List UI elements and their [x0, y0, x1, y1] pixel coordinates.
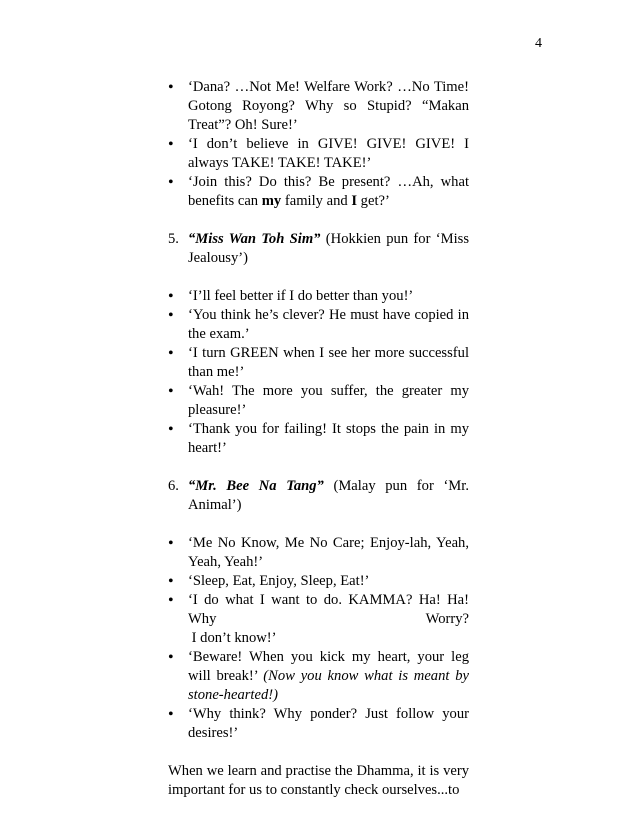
spacer: [168, 268, 469, 287]
section-title: “Miss Wan Toh Sim”: [188, 231, 321, 247]
list-item: • ‘Me No Know, Me No Care; Enjoy-lah, Yeah, Yeah, Yeah!’: [168, 534, 469, 572]
bullet-text: ‘Beware! When you kick my heart, your leg will break!’: [188, 649, 469, 684]
list-item: [168, 591, 469, 648]
section-6-heading: [168, 477, 469, 515]
list-item: • ‘Dana? …Not Me! Welfare Work? …No Time! Gotong Royong? Why so Stupid? “Makan Treat”? Oh! Sure!’: [168, 78, 469, 135]
list-item: • ‘Wah! The more you suffer, the greater my pleasure!’: [168, 382, 469, 420]
list-item: • ‘I turn GREEN when I see her more successful than me!’: [168, 344, 469, 382]
bullet-line: • ‘I do what I want to do. KAMMA? Ha! Ha!: [188, 592, 469, 608]
list-item: [168, 173, 469, 211]
section6-bullet-list: [168, 534, 469, 743]
list-item: • ‘Thank you for failing! It stops the pain in my heart!’: [168, 420, 469, 458]
spacer: [168, 743, 469, 762]
section-description: (Malay pun for ‘Mr. Animal’): [188, 478, 469, 513]
list-item: • ‘You think he’s clever? He must have copied in the exam.’: [168, 306, 469, 344]
italic-note: (Now you know what is meant by stone-hearted!): [188, 668, 469, 703]
emphasis-i: I: [351, 193, 358, 209]
bullet-text: ‘Join this? Do this? Be present? …Ah, what benefits can: [188, 174, 469, 209]
list-item: • ‘Why think? Why ponder? Just follow your desires!’: [168, 705, 469, 743]
section-5-heading: [168, 230, 469, 268]
section-number: 6.: [168, 478, 179, 494]
bullet-word: Worry?: [425, 611, 469, 627]
list-item: • ‘Sleep, Eat, Enjoy, Sleep, Eat!’: [168, 572, 469, 591]
list-item: [168, 648, 469, 705]
section4-bullet-list: [168, 78, 469, 211]
spacer: [168, 515, 469, 534]
spacer: [168, 458, 469, 477]
page-number: 4: [535, 36, 542, 51]
closing-paragraph: When we learn and practise the Dhamma, it is very important for us to constantly check ourselves...to: [168, 763, 469, 798]
bullet-line: I don’t know!’: [188, 630, 277, 646]
bullet-text: get?’: [357, 193, 390, 209]
list-item: • ‘I’ll feel better if I do better than you!’: [168, 287, 469, 306]
bullet-text: family and: [281, 193, 352, 209]
section5-bullet-list: [168, 287, 469, 458]
spacer: [168, 211, 469, 230]
bullet-line: [188, 610, 469, 629]
section-description: (Hokkien pun for ‘Miss Jealousy’): [188, 231, 470, 266]
section-title: “Mr. Bee Na Tang”: [188, 478, 324, 494]
bullet-word: Why: [188, 611, 217, 627]
document-body: [168, 78, 469, 800]
section-number: 5.: [168, 231, 179, 247]
list-item: • ‘I don’t believe in GIVE! GIVE! GIVE! I always TAKE! TAKE! TAKE!’: [168, 135, 469, 173]
emphasis-my: my: [261, 193, 282, 209]
